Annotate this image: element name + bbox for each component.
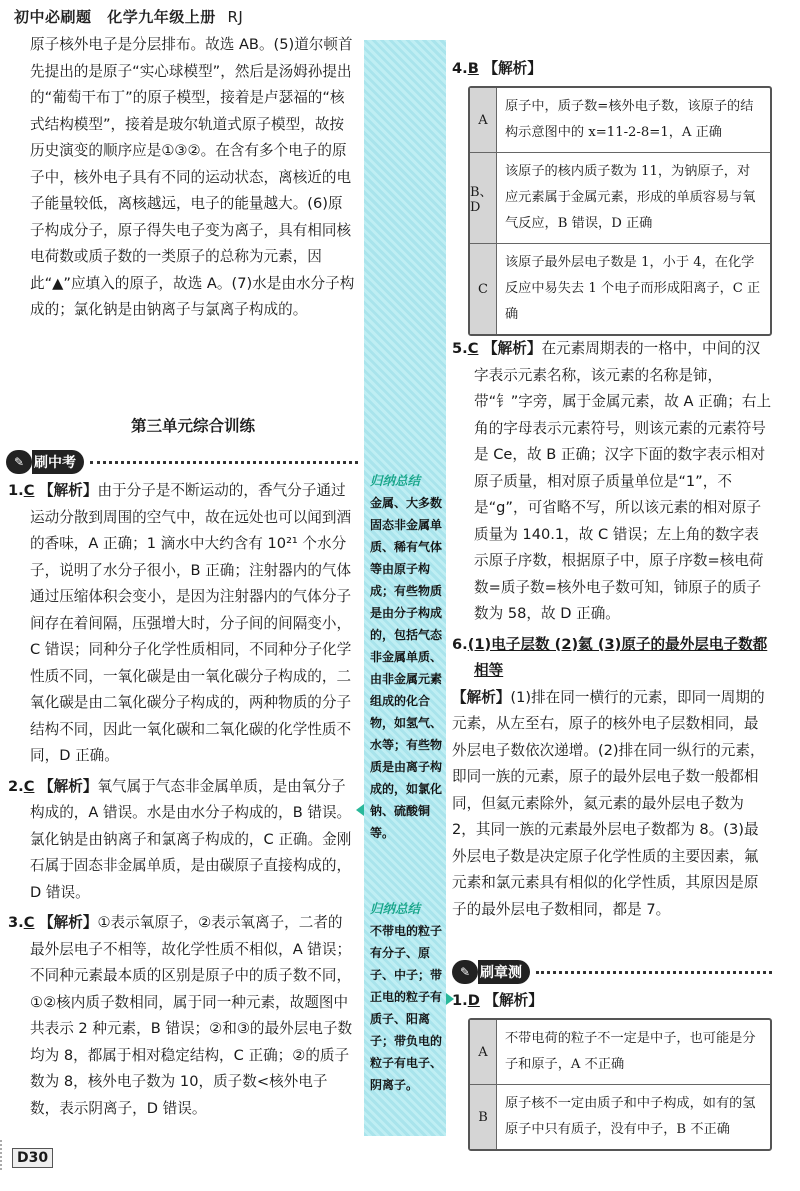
q2-answer: C xyxy=(23,777,35,795)
row-letter: C xyxy=(470,244,497,334)
question-6 xyxy=(452,632,772,685)
q6-analysis xyxy=(452,685,772,924)
q6-number: 6. xyxy=(452,635,468,653)
pen-icon: ✎ xyxy=(6,450,32,474)
chapter-question-1 xyxy=(452,988,772,1015)
q2-number: 2. xyxy=(8,777,24,795)
c1-analysis-label: 【解析】 xyxy=(484,992,543,1009)
q1-text: 由于分子是不断运动的，香气分子通过运动分散到周围的空气中，故在远处也可以闻到酒的香味，A 正确；1 滴水中大约含有 10²¹ 个水分子，说明了水分子很小，B 正确；注射器内的气体通过压缩体积会变小，是因为注射器内的气体分子间存在着间隔，压强增大时，分子间的间隔变小，C 错误；同种分子化学性质相同，不同种分子化学性质不同，一氧化碳是由一氧化碳分子构成的，二氧化碳是由二氧化碳分子构成的，两种物质的分子结构不同，因此一氧化碳和二氧化碳的化学性质不同，D 正确。 xyxy=(30,482,352,764)
exam-tag xyxy=(6,450,358,474)
q4-answer: B xyxy=(467,60,479,77)
table-row xyxy=(470,244,770,334)
dotted-rule xyxy=(90,461,358,464)
summary-title-2: 归纳总结 xyxy=(370,901,421,916)
q3-number: 3. xyxy=(8,914,24,931)
section-title: 第三单元综合训练 xyxy=(130,417,255,435)
row-letter: B、D xyxy=(470,153,497,243)
row-text: 该原子最外层电子数是 1，小于 4，在化学反应中易失去 1 个电子而形成阳离子，C 正确 xyxy=(505,255,761,322)
c1-analysis-table xyxy=(468,1018,772,1151)
q5-answer: C xyxy=(467,340,479,357)
question-2 xyxy=(8,774,356,907)
q1-answer: C xyxy=(23,482,35,499)
intro-text: 原子核外电子是分层排布。故选 AB。(5)道尔顿首先提出的是原子“实心球模型”，然后是汤姆孙提出的“葡萄干布丁”的原子模型，接着是卢瑟福的“核式结构模型”，接着是玻尔轨道式原子模型，故按历史演变的顺序应是①③②。在含有多个电子的原子中，核外电子具有不同的运动状态，离核近的电子能量较低，离核越远，电子的能量越大。(6)原子构成分子，原子得失电子变为离子，具有相同核电荷数或质子数的一类原子的总称为元素，因此“▲”应填入的原子，故选 A。(7)水是由水分子构成的；氯化钠是由钠离子与氯离子构成的。 xyxy=(30,36,355,318)
pointer-marker xyxy=(356,804,364,816)
q5-text: 在元素周期表的一格中，中间的汉字表示元素名称，该元素的名称是铈，带“钅”字旁，属于金属元素，故 A 正确；右上角的字母表示元素符号，则该元素的元素符号是 Ce，故 B 正确；汉字下面的数字表示相对原子质量，相对原子质量单位是“1”，不是“g”，可省略不写，所以该元素的相对原子质量为 140.1，故 C 错误；左上角的数字表示原子序数，根据原子中，原子序数=核电荷数=质子数=核外电子数可知，铈原子的质子数为 58，故 D 正确。 xyxy=(474,340,772,622)
row-text: 原子核不一定由质子和中子构成，如有的氢原子中只有质子，没有中子，B 不正确 xyxy=(505,1096,756,1137)
right-questions xyxy=(452,336,772,923)
q3-analysis-label: 【解析】 xyxy=(39,914,98,931)
c1-number: 1. xyxy=(452,992,468,1009)
question-5 xyxy=(452,336,772,628)
table-row xyxy=(470,153,770,244)
summary-text-2: 不带电的粒子有分子、原子、中子；带正电的粒子有质子、阳离子；带负电的粒子有电子、阴离子。 xyxy=(370,924,443,1092)
table-row xyxy=(470,1020,770,1085)
page-code: D30 xyxy=(12,1148,53,1168)
c1-answer: D xyxy=(467,992,480,1009)
q5-analysis-label: 【解析】 xyxy=(483,340,542,357)
summary-box-2 xyxy=(370,898,442,1096)
q4-analysis-table xyxy=(468,86,772,336)
question-4 xyxy=(452,56,772,83)
exam-tag-label: 刷中考 xyxy=(32,450,84,474)
q5-number: 5. xyxy=(452,340,468,357)
row-letter: A xyxy=(470,1020,497,1084)
row-letter: B xyxy=(470,1085,497,1149)
q6-answer: (1)电子层数 (2)氦 (3)原子的最外层电子数都相等 xyxy=(467,635,768,679)
table-row xyxy=(470,88,770,153)
chapter-test-tag xyxy=(452,960,772,984)
left-questions xyxy=(8,478,356,1122)
subject-name: 化学九年级上册 xyxy=(107,8,216,26)
q1-analysis-label: 【解析】 xyxy=(39,482,98,499)
q3-answer: C xyxy=(23,914,35,931)
chapter-test-label: 刷章测 xyxy=(478,960,530,984)
q4-number: 4. xyxy=(452,60,468,77)
pen-icon: ✎ xyxy=(452,960,478,984)
summary-text-1: 金属、大多数固态非金属单质、稀有气体等由原子构成；有些物质是由分子构成的，包括气态非金属单质、由非金属元素组成的化合物，如氢气、水等；有些物质是由离子构成的，如氯化钠、硫酸铜等。 xyxy=(370,496,443,840)
edition: RJ xyxy=(227,8,244,26)
row-letter: A xyxy=(470,88,497,152)
summary-title-1: 归纳总结 xyxy=(370,473,421,488)
row-text: 不带电荷的粒子不一定是中子，也可能是分子和原子，A 不正确 xyxy=(505,1031,756,1072)
left-intro xyxy=(30,32,356,324)
q4-analysis-label: 【解析】 xyxy=(483,60,542,77)
question-1 xyxy=(8,478,356,770)
running-header xyxy=(14,6,243,27)
summary-box-1 xyxy=(370,470,442,844)
q2-analysis-label: 【解析】 xyxy=(39,777,98,795)
dotted-rule xyxy=(536,971,772,974)
row-text: 原子中，质子数=核外电子数，该原子的结构示意图中的 x=11-2-8=1，A 正确 xyxy=(505,99,754,140)
q2-text: 氧气属于气态非金属单质，是由氧分子构成的，A 错误。水是由水分子构成的，B 错误。氯化钠是由钠离子和氯离子构成的，C 正确。金刚石属于固态非金属单质，是由碳原子直接构成的，D 错误。 xyxy=(30,777,352,901)
series-name: 初中必刷题 xyxy=(14,8,92,26)
question-3 xyxy=(8,910,356,1122)
q3-text: ①表示氧原子，②表示氧离子，二者的最外层电子不相等，故化学性质不相似，A 错误；不同种元素最本质的区别是原子中的质子数不同，①②核内质子数相同，属于同一种元素，故题图中共表示 2 种元素，B 错误；②和③的最外层电子数均为 8，都属于相对稳定结构，C 正确；②的质子数为 8，核外电子数为 10，质子数<核外电子数，表示阴离子，D 错误。 xyxy=(30,914,353,1117)
sidebar-strip xyxy=(364,40,446,1136)
table-row xyxy=(470,1085,770,1149)
q6-text: (1)排在同一横行的元素，即同一周期的元素，从左至右，原子的核外电子层数相同，最外层电子数依次递增。(2)排在同一纵行的元素，即同一族的元素，原子的最外层电子数一般都相同，但氦元素除外，氦元素的最外层电子数为 2，其同一族的元素最外层电子数都为 8。(3)最外层电子数是决定原子化学性质的主要因素，氟元素和氯元素具有相似的化学性质，其原因是原子的最外层电子数相同，都是 7。 xyxy=(452,688,765,918)
row-text: 该原子的核内质子数为 11，为钠原子，对应元素属于金属元素，形成的单质容易与氧气反应，B 错误，D 正确 xyxy=(505,164,756,231)
q1-number: 1. xyxy=(8,482,24,499)
q6-analysis-label: 【解析】 xyxy=(452,688,511,706)
